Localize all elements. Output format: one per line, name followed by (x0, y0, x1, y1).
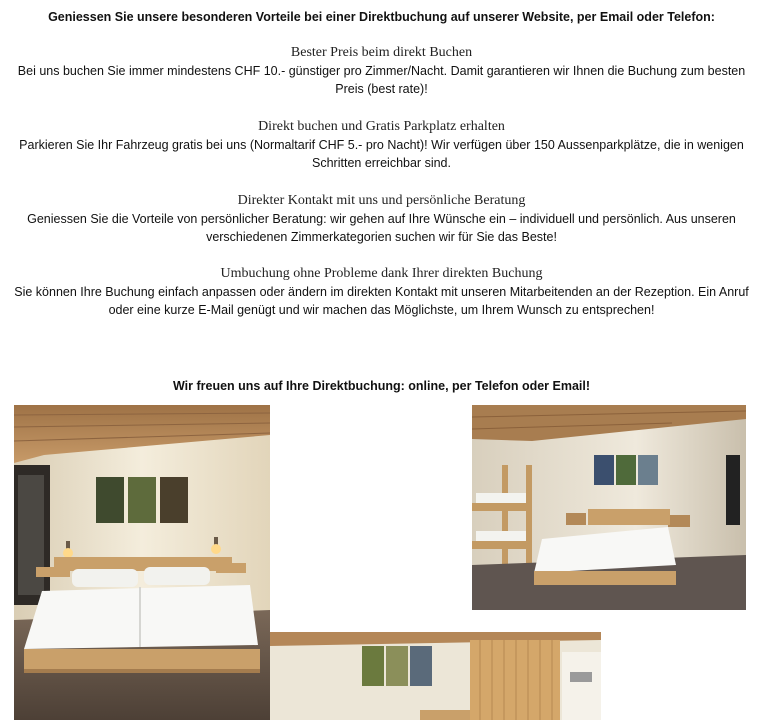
section-body: Geniessen Sie die Vorteile von persönlicher Beratung: wir gehen auf Ihre Wünsche ein – individuell und persönlich. Aus unseren verschiedenen Zimmerkategorien suchen wir für Sie das Beste! (27, 212, 736, 244)
closing-line: Wir freuen uns auf Ihre Direktbuchung: online, per Telefon oder Email! (172, 379, 591, 393)
section-body: Parkieren Sie Ihr Fahrzeug gratis bei uns (Normaltarif CHF 5.- pro Nacht)! Wir verfügen über 150 Aussenparkplätze, die in wenigen Schritten erreichbar sind. (19, 138, 744, 170)
room-photo-double-bed (14, 405, 270, 720)
section-rebooking (0, 265, 763, 319)
section-title: Bester Preis beim direkt Buchen (290, 45, 473, 60)
section-personal-advice (0, 192, 763, 246)
section-title: Umbuchung ohne Probleme dank Ihrer direkten Buchung (220, 266, 543, 281)
section-title: Direkt buchen und Gratis Parkplatz erhalten (258, 119, 505, 134)
intro-heading: Geniessen Sie unsere besonderen Vorteile bei einer Direktbuchung auf unserer Website, per Email oder Telefon: (48, 10, 715, 24)
section-title: Direkter Kontakt mit uns und persönliche Beratung (237, 193, 526, 208)
section-free-parking (0, 118, 763, 172)
section-body: Bei uns buchen Sie immer mindestens CHF 10.- günstiger pro Zimmer/Nacht. Damit garantieren wir Ihnen die Buchung zum besten Preis (best rate)! (17, 64, 746, 96)
room-photo-bunk-bed (472, 405, 746, 610)
section-body: Sie können Ihre Buchung einfach anpassen oder ändern im direkten Kontakt mit unseren Mitarbeitenden an der Rezeption. Ein Anruf oder eine kurze E-Mail genügt und wir machen das Möglichste, um Ihrem Wunsch zu entsprechen! (14, 285, 749, 317)
section-best-price (0, 44, 763, 98)
room-photo-wood-panel (270, 632, 601, 720)
